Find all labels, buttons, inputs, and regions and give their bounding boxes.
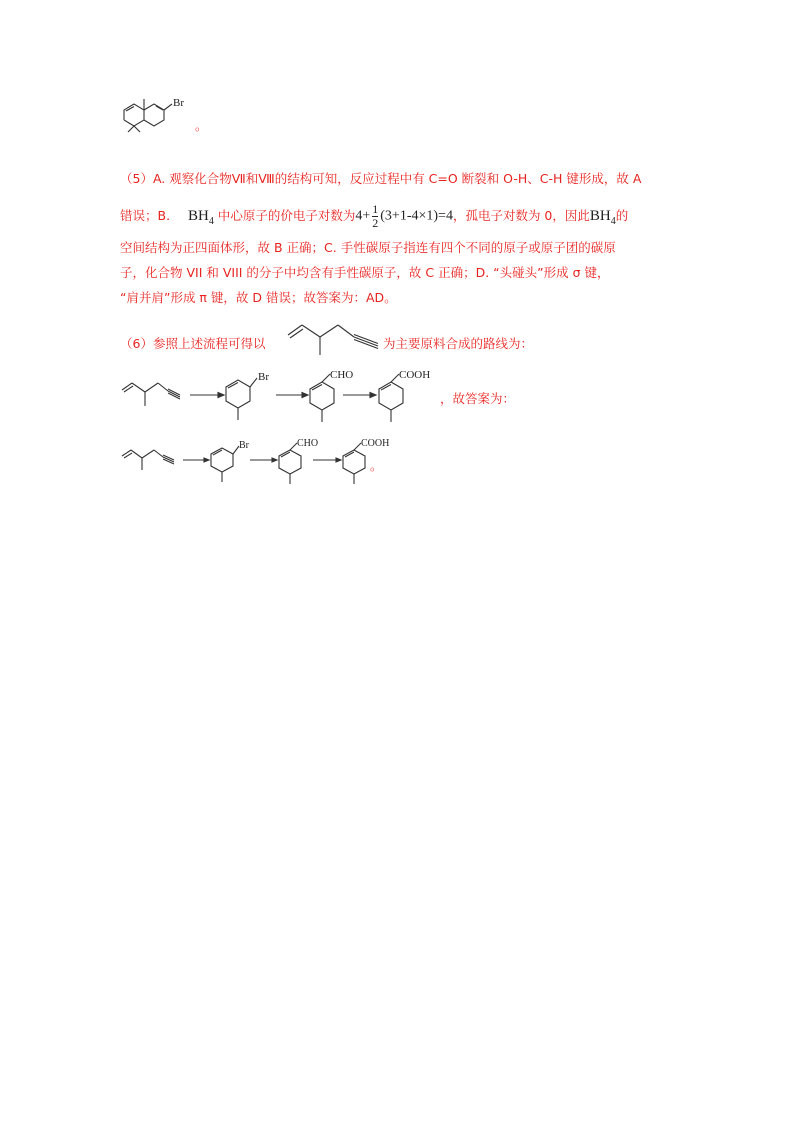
route1-bromo-ring	[226, 378, 257, 420]
route1-cho-label: CHO	[330, 370, 354, 381]
route1-cooh-label: COOH	[399, 370, 431, 381]
route-suffix: ，故答案为：	[440, 391, 516, 406]
line2-c: ，孤电子对数为 0，因此	[452, 208, 590, 223]
valence-formula: 4+ $\frac{1}{2}$ (3+1-4×1)=4	[355, 202, 453, 230]
line2-b: 中心原子的价电子对数为	[213, 208, 356, 223]
route1-enyne	[122, 383, 180, 406]
part5-line3: 空间结构为正四面体形，故 B 正确；C. 手性碳原子指连有四个不同的原子或原子团的碳原	[120, 240, 616, 255]
route2-aldehyde-ring	[279, 443, 301, 484]
route2-cho-label: CHO	[297, 438, 319, 449]
bh4-formula-2: $BH_4$	[589, 208, 616, 227]
route2-cooh-label: COOH	[361, 438, 390, 449]
bh4-formula: $BH_4$	[188, 208, 214, 227]
line2-a: 错误；B.	[120, 208, 175, 223]
route1-acid-ring	[379, 374, 403, 422]
end-mark-route: 。	[370, 458, 383, 473]
starting-material-enyne	[286, 318, 382, 362]
br-label: Br	[173, 97, 184, 109]
part5-line5: “肩并肩”形成 π 键，故 D 错误；故答案为：AD。	[120, 290, 397, 305]
synthesis-route-2	[118, 438, 408, 486]
bromo-bicyclic-molecule	[112, 92, 222, 142]
part6-intro-b: 为主要原料合成的路线为：	[383, 336, 534, 351]
part5-line1: （5）A. 观察化合物Ⅶ和Ⅷ的结构可知，反应过程中有 C=O 断裂和 O-H、C-H 键形成，故 A	[120, 171, 642, 186]
end-mark-top: 。	[195, 118, 208, 133]
part5-line4: 子，化合物 VII 和 VIII 的分子中均含有手性碳原子，故 C 正确；D. “头碰头”形成 σ 键，	[120, 265, 610, 280]
route2-bromo-ring	[211, 446, 239, 482]
route2-acid-ring	[343, 443, 365, 484]
route2-enyne	[122, 450, 174, 470]
part6-intro-a: （6）参照上述流程可得以	[120, 336, 266, 351]
route1-aldehyde-ring	[310, 374, 334, 422]
route1-br-label: Br	[258, 371, 269, 383]
part5-line2: 错误；B. $BH_4$ 中心原子的价电子对数为4+ $\frac{1}{2}$ (3+1-4×1)=4，孤电子对数为 0，因此$BH_4$的	[120, 202, 629, 230]
synthesis-route-1	[118, 370, 443, 425]
route2-br-label: Br	[239, 440, 249, 451]
